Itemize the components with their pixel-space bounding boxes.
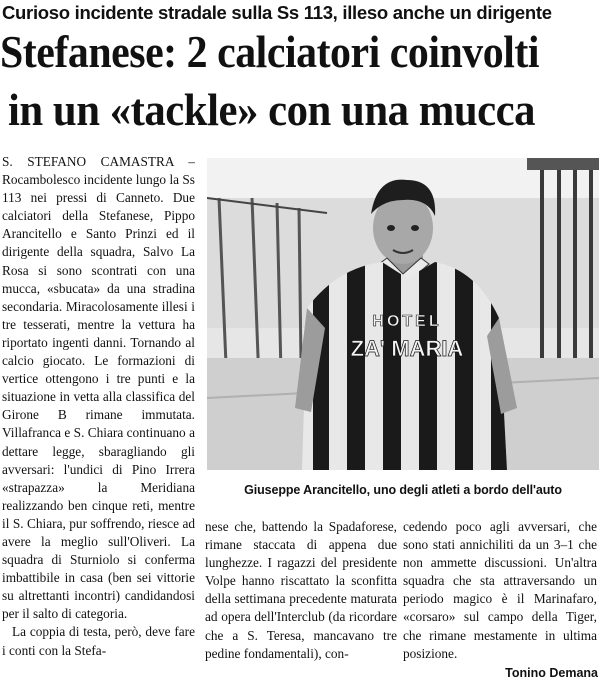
article-column-3: [403, 518, 597, 683]
column-2-text: nese che, battendo la Spadaforese, rimane staccata di appena due lunghezze. I ragazzi del presidente Volpe hanno riscattato la sconfitta della settimana precedente maturata ad opera dell'Interclub (da ricordare che a S. Teresa, mancavano tre pedine fondamentali), con-: [205, 519, 397, 661]
photo-illustration: [207, 158, 599, 470]
jersey-sponsor-line-2: ZA' MARIA: [350, 336, 464, 361]
player-photo: [207, 158, 599, 470]
paragraph-1-body: – Rocambolesco incidente lungo la Ss 113 nei pressi di Canneto. Due calciatori della Stefanese, Pippo Arancitello e Santo Prinzi ed il dirigente della squadra, Salvo La Rosa si sono scontrati con una mucca, «sbucata» da una stradina secondaria. Miracolosamente illesi i tre tesserati, mentre la vettura ha riportato ingenti danni. Tornando al calcio giocato. Le formazioni di vertice ottengono i tre punti e la situazione in vetta alla classifica del Girone B rimane immutata. Villafranca e S. Chiara continuano a dettare legge, sbaragliando gli avversari: l'undici di Pino Irrera «strapazza» la Meridiana realizzando ben cinque reti, mentre il S. Chiara, pur soffrendo, riesce ad avere la meglio sull'Oliveri. La squadra di Sturniolo si conferma imbattibile in casa (ben sei vittorie su altrettanti incontri) candidandosi per il salto di categoria.: [2, 154, 195, 622]
dateline: S. STEFANO CAMASTRA: [2, 154, 174, 169]
column-3-text: cedendo poco agli avversari, che sono stati annichiliti da un 3–1 che non ammette discussioni. Un'altra squadra che sta attraversando un periodo magico è il Marinafaro, «corsaro» sul campo della Tiger, che rimane mestamente in ultima posizione.: [403, 519, 597, 661]
article-column-1: [2, 153, 195, 683]
headline-line-2: in un «tackle» con una mucca: [8, 85, 536, 135]
jersey-sponsor-line-1: HOTEL: [372, 313, 442, 330]
paragraph-2: La coppia di testa, però, deve fare i conti con la Stefa-: [2, 624, 195, 658]
author-byline: Tonino Demana: [505, 666, 598, 680]
photo-caption: Giuseppe Arancitello, uno degli atleti a bordo dell'auto: [244, 483, 562, 497]
headline-line-1: Stefanese: 2 calciatori coinvolti: [0, 27, 540, 77]
article-column-2: [205, 518, 397, 683]
paragraph-1: [2, 153, 195, 623]
kicker-subtitle: Curioso incidente stradale sulla Ss 113, illeso anche un dirigente: [2, 2, 552, 23]
